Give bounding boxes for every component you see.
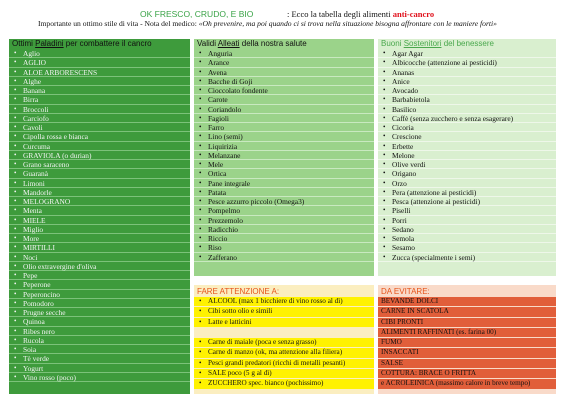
list-item: COTTURA: BRACE O FRITTA [378,369,556,378]
list-item: FUMO [378,338,556,347]
list-item: • Cibi sotto olio e simili [194,307,374,316]
list-item: • Cipolla rossa e bianca [9,132,190,141]
list-item: • Avocado [378,86,556,95]
header-line-2 [38,19,497,29]
list-item: • ZUCCHERO spec. bianco (pochissimo) [194,379,374,388]
list-item: • Quinoa [9,317,190,326]
list-item: • Mandorle [9,188,190,197]
attenzione-list [194,297,374,389]
list-item: • Carne di maiale (poca e senza grasso) [194,338,374,347]
list-item: • Barbabietola [378,95,556,104]
header-intro-text: : Ecco la tabella degli alimenti [287,9,393,19]
list-item: • Carciofo [9,114,190,123]
title-underlined: Paladini [35,39,64,48]
list-item: CIBI PRONTI [378,318,556,327]
list-item: • Prezzemolo [194,216,374,225]
list-item: • Porri [378,216,556,225]
list-item: INSACCATI [378,348,556,357]
list-item: • Riccio [194,234,374,243]
list-item: • Arance [194,58,374,67]
list-item: SALSE [378,359,556,368]
list-item: • Miglio [9,225,190,234]
list-item: • Guaranà [9,169,190,178]
list-item: • Olio extravergine d'oliva [9,262,190,271]
list-item: • ALOE ARBORESCENS [9,68,190,77]
list-item: • Anice [378,77,556,86]
list-item: • Zucca (specialmente i semi) [378,253,556,262]
list-item: • Carne di manzo (ok, ma attenzione alla filiera) [194,348,374,357]
header-intro [287,9,434,19]
list-item: e ACROLEINICA (massimo calore in breve tempo) [378,379,556,388]
list-item: • Carote [194,95,374,104]
list-item: • MELOGRANO [9,197,190,206]
list-item: • Melanzane [194,151,374,160]
list-item: • ALCOOL (max 1 bicchiere di vino rosso al dì) [194,297,374,306]
panel-sostenitori [378,39,556,276]
list-item: • Pera (attenzione ai pesticidi) [378,188,556,197]
list-item: • Pesce azzurro piccolo (Omega3) [194,197,374,206]
header-anticancro: anti-cancro [392,9,435,19]
panel-attenzione [194,285,374,394]
title-prefix: Ottimi [12,39,36,48]
list-item: • Ribes nero [9,327,190,336]
list-item: ALIMENTI RAFFINATI (es. farina 00) [378,328,556,337]
panel-sostenitori-title [378,39,556,49]
title-underlined: Alleati [217,39,240,48]
list-item: • Alghe [9,77,190,86]
list-item: • Curcuma [9,142,190,151]
list-item: • Piselli [378,206,556,215]
list-item: • Yogurt [9,364,190,373]
list-item: • Riso [194,243,374,252]
page-header [0,9,566,31]
list-item: • Cavoli [9,123,190,132]
evitare-list [378,297,556,389]
list-item: • Fagioli [194,114,374,123]
title-prefix: Buoni [381,39,404,48]
list-item: • Liquirizia [194,142,374,151]
panel-attenzione-title: FARE ATTENZIONE A: [197,287,280,296]
list-item: • Rucola [9,336,190,345]
sostenitori-list [378,49,556,262]
list-item: • Peperoncino [9,290,190,299]
list-item: BEVANDE DOLCI [378,297,556,306]
title-suffix: per combattere il cancro [63,39,152,48]
list-item: • Cioccolato fondente [194,86,374,95]
list-item: • Broccoli [9,105,190,114]
list-item: • Bacche di Goji [194,77,374,86]
list-item: • Sesamo [378,243,556,252]
list-item: • Grano saraceno [9,160,190,169]
list-item: • Pane integrale [194,179,374,188]
list-item: • Semola [378,234,556,243]
header-line-1 [0,9,566,19]
list-item: • Vino rosso (poco) [9,373,190,382]
title-prefix: Validi [197,39,218,48]
list-item: • Melone [378,151,556,160]
list-item: • Noci [9,253,190,262]
list-item: • Olive verdi [378,160,556,169]
list-item: • Birra [9,95,190,104]
list-item: • Soia [9,345,190,354]
panel-alleati-title [194,39,374,49]
list-item: • Ananas [378,68,556,77]
list-item: • Banana [9,86,190,95]
list-item: • Pompelmo [194,206,374,215]
list-item: • Pesci grandi predatori (ricchi di metalli pesanti) [194,359,374,368]
panel-alleati [194,39,374,276]
list-item: • Pomodoro [9,299,190,308]
header-doctor-quote: «Oh prevenire, ma poi quando ci si trova nella situazione bisogna affrontare con le maniere forti» [198,19,497,28]
list-item: • Tè verde [9,354,190,363]
list-item: • Menta [9,206,190,215]
list-item: • Origano [378,169,556,178]
list-item: • MIELE [9,216,190,225]
alleati-list [194,49,374,262]
list-item: • More [9,234,190,243]
panel-evitare-title: DA EVITARE: [381,287,430,296]
list-item [194,328,374,337]
list-item: • Latte e latticini [194,318,374,327]
list-item: • Cicoria [378,123,556,132]
list-item: • Caffè (senza zucchero e senza esagerare) [378,114,556,123]
list-item: • Erbette [378,142,556,151]
list-item: • Basilico [378,105,556,114]
header-note-text: Importante un ottimo stile di vita - Nota del medico: [38,19,199,28]
list-item: • Zafferano [194,253,374,262]
list-item: • Mele [194,160,374,169]
title-underlined: Sostenitori [403,39,442,48]
title-suffix: della nostra salute [239,39,307,48]
list-item: • Patata [194,188,374,197]
list-item: • Aglio [9,49,190,58]
list-item: • Orzo [378,179,556,188]
list-item: • Pepe [9,271,190,280]
list-item: • SALE poco (5 g al dì) [194,369,374,378]
list-item: • MIRTILLI [9,243,190,252]
paladini-list [9,49,190,382]
list-item: • Radicchio [194,225,374,234]
list-item: • Peperone [9,280,190,289]
header-green-title: OK FRESCO, CRUDO, E BIO [140,9,254,19]
list-item: • Avena [194,68,374,77]
list-item: • Lino (semi) [194,132,374,141]
list-item: • Pesca (attenzione ai pesticidi) [378,197,556,206]
list-item: • Crescione [378,132,556,141]
list-item: • Prugne secche [9,308,190,317]
list-item: • Anguria [194,49,374,58]
list-item: CARNE IN SCATOLA [378,307,556,316]
list-item: • Limoni [9,179,190,188]
list-item: • Albicocche (attenzione ai pesticidi) [378,58,556,67]
list-item: • Coriandolo [194,105,374,114]
list-item: • AGLIO [9,58,190,67]
list-item: • Sedano [378,225,556,234]
list-item: • Ortica [194,169,374,178]
panel-evitare [378,285,556,394]
title-suffix: del benessere [441,39,494,48]
list-item: • Farro [194,123,374,132]
list-item: • Agar Agar [378,49,556,58]
panel-paladini-title [9,39,190,49]
list-item: • GRAVIOLA (o durian) [9,151,190,160]
panel-paladini [9,39,190,394]
